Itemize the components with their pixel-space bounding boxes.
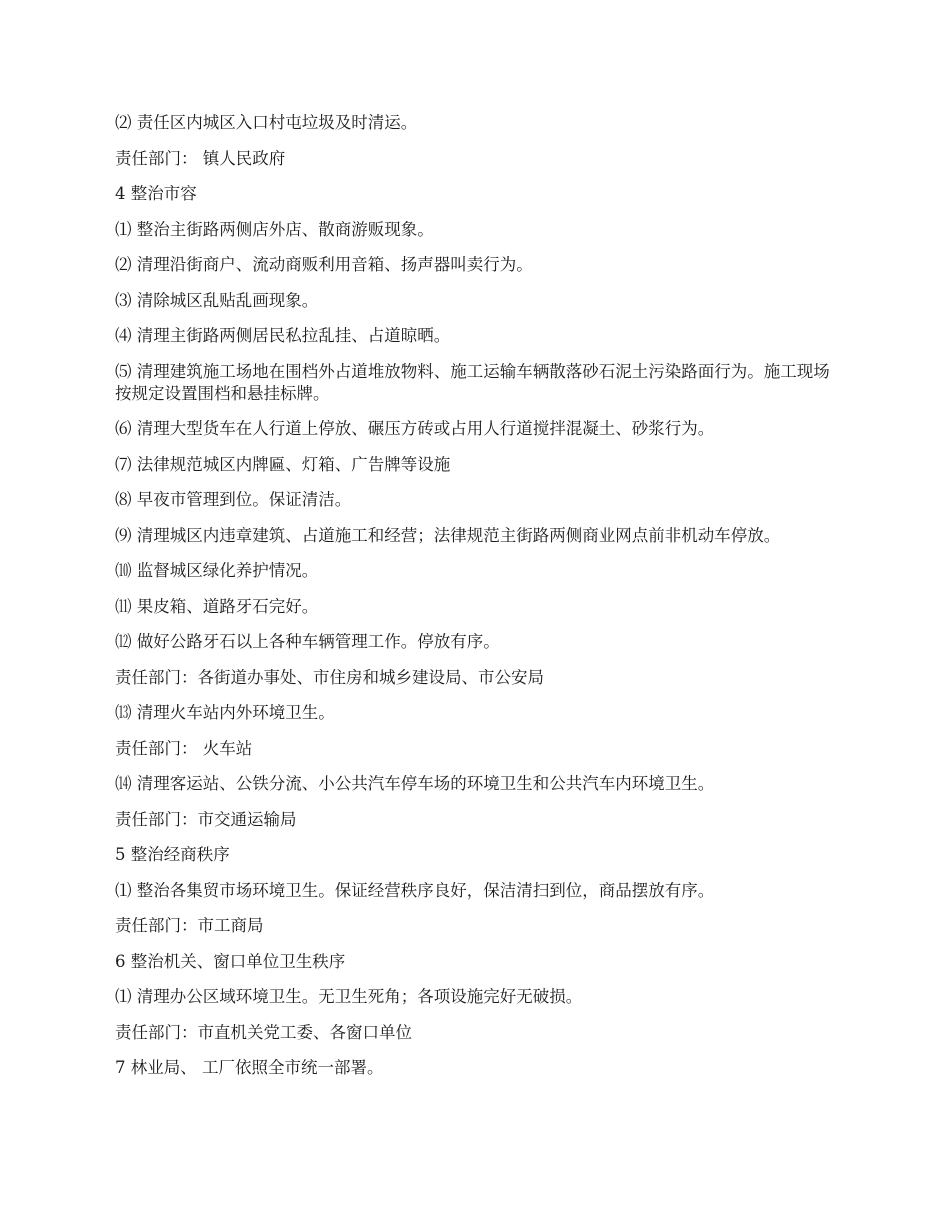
item-10-greening: ⑽ 监督城区绿化养护情况。 [115,561,319,580]
item-2-loudspeaker-selling: ⑵ 清理沿街商户、流动商贩利用音箱、扬声器叫卖行为。 [115,255,533,274]
item-5-construction-sites: ⑸ 清理建筑施工场地在围档外占道堆放物料、施工运输车辆散落砂石泥土污染路面行为。施工现场按规定设置围档和悬挂标牌。 [115,361,830,403]
item-6-trucks-on-sidewalk: ⑹ 清理大型货车在人行道上停放、碾压方砖或占用人行道搅拌混凝土、砂浆行为。 [115,419,715,438]
document-body [115,112,835,1093]
item-1-markets: ⑴ 整治各集贸市场环境卫生。保证经营秩序良好，保洁清扫到位，商品摆放有序。 [115,880,715,900]
item-1-street-vendors: ⑴ 整治主街路两侧店外店、散商游贩现象。 [115,219,434,239]
item-12-vehicle-management: ⑿ 做好公路牙石以上各种车辆管理工作。停放有序。 [115,632,500,651]
responsible-dept-commerce: 责任部门：市工商局 [115,916,264,935]
responsible-dept-transport: 责任部门：市交通运输局 [115,809,297,829]
section-heading-4: 4 整治市容 [115,184,197,203]
item-1-office-areas: ⑴ 清理办公区域环境卫生。无卫生死角；各项设施完好无破损。 [115,987,583,1006]
item-9-illegal-buildings: ⑼ 清理城区内违章建筑、占道施工和经营；法律规范主街路两侧商业网点前非机动车停放。 [115,525,781,545]
responsible-dept-railway-station: 责任部门： 火车站 [115,738,253,758]
section-heading-5: 5 整治经商秩序 [115,845,230,864]
item-13-railway-station: ⒀ 清理火车站内外环境卫生。 [115,703,335,722]
item-11-bins-curbs: ⑾ 果皮箱、道路牙石完好。 [115,596,319,616]
item-8-night-market: ⑻ 早夜市管理到位。保证清洁。 [115,490,352,509]
item-4-private-hanging: ⑷ 清理主街路两侧居民私拉乱挂、占道晾晒。 [115,326,451,345]
item-2-garbage-clearance: ⑵ 责任区内城区入口村屯垃圾及时清运。 [115,113,418,132]
responsible-dept-town-government: 责任部门： 镇人民政府 [115,148,286,168]
section-heading-6: 6 整治机关、窗口单位卫生秩序 [115,951,346,971]
item-7-signboards: ⑺ 法律规范城区内牌匾、灯箱、广告牌等设施 [115,454,451,474]
item-3-graffiti: ⑶ 清除城区乱贴乱画现象。 [115,290,319,310]
responsible-dept-street-offices: 责任部门：各街道办事处、市住房和城乡建设局、市公安局 [115,667,544,687]
responsible-dept-government-organs: 责任部门：市直机关党工委、各窗口单位 [115,1022,412,1042]
item-14-bus-stations: ⒁ 清理客运站、公铁分流、小公共汽车停车场的环境卫生和公共汽车内环境卫生。 [115,774,715,793]
section-heading-7: 7 林业局、 工厂依照全市统一部署。 [115,1058,384,1077]
